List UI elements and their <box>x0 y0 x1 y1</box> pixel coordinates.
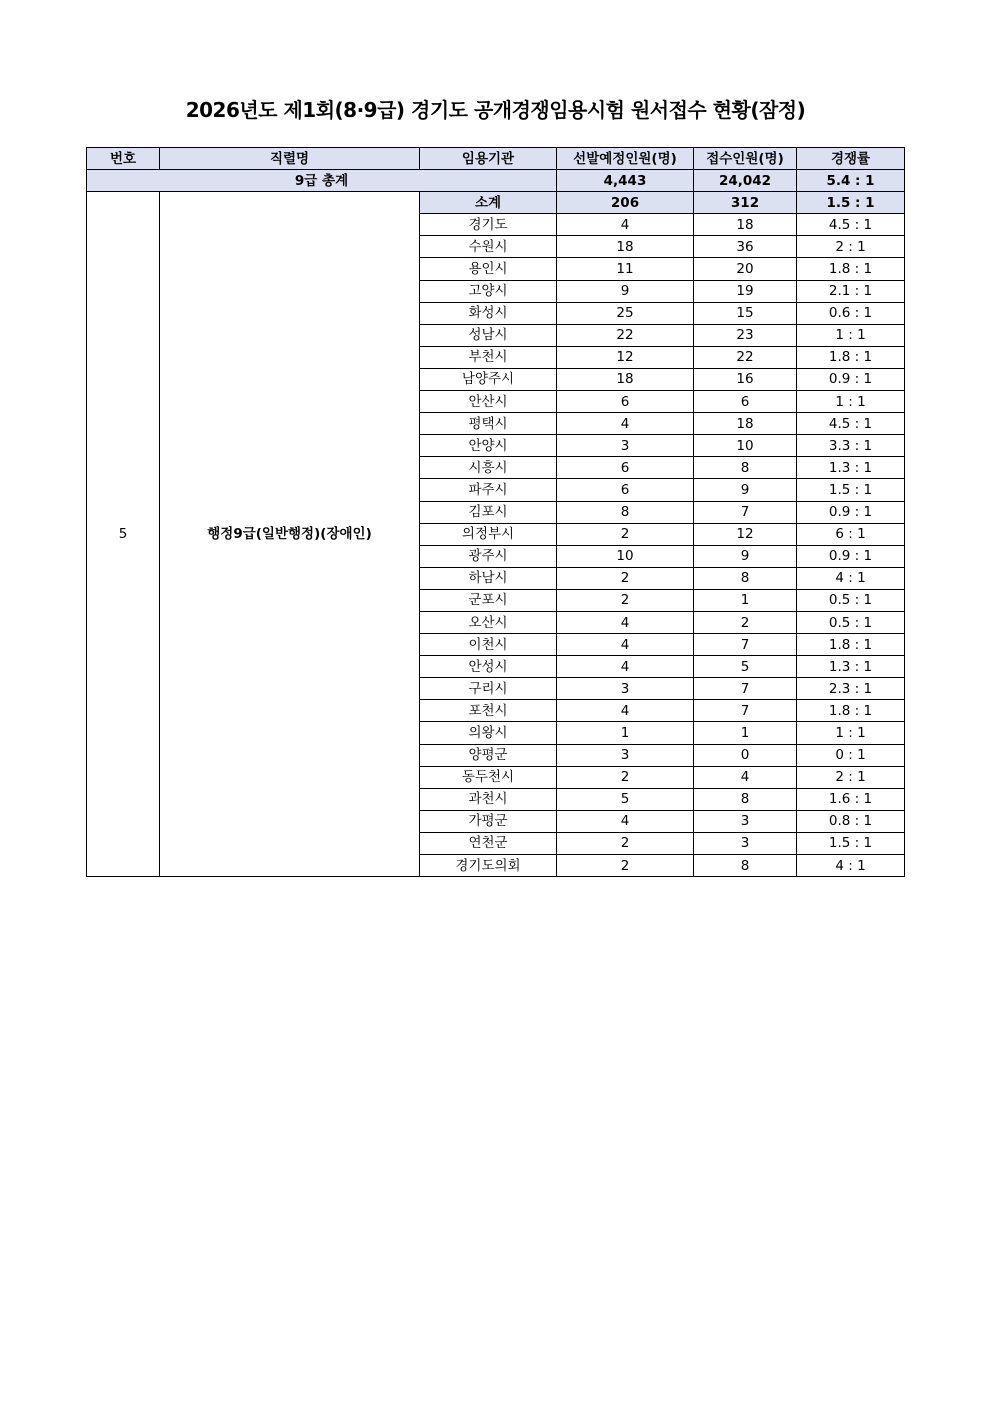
row-ratio: 1 : 1 <box>797 722 905 744</box>
row-applicants: 22 <box>694 346 797 368</box>
row-agency: 경기도의회 <box>420 855 557 877</box>
row-ratio: 1.5 : 1 <box>797 832 905 854</box>
row-ratio: 1.6 : 1 <box>797 788 905 810</box>
row-planned: 25 <box>557 302 694 324</box>
row-applicants: 3 <box>694 832 797 854</box>
grand-total-planned: 4,443 <box>557 170 694 192</box>
row-applicants: 8 <box>694 457 797 479</box>
row-planned: 4 <box>557 634 694 656</box>
row-ratio: 1.5 : 1 <box>797 479 905 501</box>
row-planned: 8 <box>557 501 694 523</box>
grand-total-applicants: 24,042 <box>694 170 797 192</box>
row-ratio: 2.1 : 1 <box>797 280 905 302</box>
row-ratio: 0.6 : 1 <box>797 302 905 324</box>
row-agency: 안성시 <box>420 656 557 678</box>
row-agency: 안산시 <box>420 391 557 413</box>
row-planned: 18 <box>557 236 694 258</box>
row-ratio: 2 : 1 <box>797 236 905 258</box>
row-planned: 6 <box>557 479 694 501</box>
row-agency: 양평군 <box>420 744 557 766</box>
row-applicants: 16 <box>694 368 797 390</box>
table-header-row <box>87 148 905 170</box>
row-ratio: 0 : 1 <box>797 744 905 766</box>
subtotal-row <box>87 192 905 214</box>
row-ratio: 0.8 : 1 <box>797 810 905 832</box>
row-ratio: 1.8 : 1 <box>797 700 905 722</box>
row-ratio: 0.9 : 1 <box>797 545 905 567</box>
row-applicants: 36 <box>694 236 797 258</box>
row-agency: 하남시 <box>420 567 557 589</box>
row-agency: 안양시 <box>420 435 557 457</box>
row-ratio: 1 : 1 <box>797 391 905 413</box>
row-applicants: 15 <box>694 302 797 324</box>
grand-total-ratio: 5.4 : 1 <box>797 170 905 192</box>
row-applicants: 7 <box>694 700 797 722</box>
row-agency: 포천시 <box>420 700 557 722</box>
row-applicants: 4 <box>694 766 797 788</box>
row-agency: 평택시 <box>420 413 557 435</box>
row-agency: 시흥시 <box>420 457 557 479</box>
application-status-table <box>86 147 905 877</box>
row-ratio: 1.3 : 1 <box>797 457 905 479</box>
row-applicants: 9 <box>694 545 797 567</box>
row-applicants: 6 <box>694 391 797 413</box>
row-agency: 용인시 <box>420 258 557 280</box>
row-applicants: 8 <box>694 788 797 810</box>
row-planned: 4 <box>557 700 694 722</box>
header-series: 직렬명 <box>160 148 420 170</box>
row-applicants: 8 <box>694 567 797 589</box>
row-planned: 2 <box>557 567 694 589</box>
row-applicants: 1 <box>694 722 797 744</box>
row-agency: 동두천시 <box>420 766 557 788</box>
row-agency: 경기도 <box>420 214 557 236</box>
row-agency: 남양주시 <box>420 368 557 390</box>
row-agency: 화성시 <box>420 302 557 324</box>
row-ratio: 4 : 1 <box>797 567 905 589</box>
header-applicants: 접수인원(명) <box>694 148 797 170</box>
row-agency: 의정부시 <box>420 523 557 545</box>
row-planned: 12 <box>557 346 694 368</box>
row-agency: 오산시 <box>420 611 557 633</box>
row-applicants: 18 <box>694 413 797 435</box>
row-planned: 3 <box>557 678 694 700</box>
row-planned: 6 <box>557 457 694 479</box>
group-number: 5 <box>87 192 160 877</box>
row-planned: 4 <box>557 810 694 832</box>
row-agency: 의왕시 <box>420 722 557 744</box>
row-agency: 과천시 <box>420 788 557 810</box>
row-planned: 2 <box>557 855 694 877</box>
row-planned: 4 <box>557 413 694 435</box>
row-ratio: 1 : 1 <box>797 324 905 346</box>
row-agency: 김포시 <box>420 501 557 523</box>
row-planned: 2 <box>557 589 694 611</box>
row-applicants: 0 <box>694 744 797 766</box>
row-planned: 4 <box>557 611 694 633</box>
row-planned: 3 <box>557 744 694 766</box>
row-planned: 3 <box>557 435 694 457</box>
grand-total-row <box>87 170 905 192</box>
row-applicants: 12 <box>694 523 797 545</box>
row-ratio: 1.8 : 1 <box>797 634 905 656</box>
row-ratio: 0.5 : 1 <box>797 589 905 611</box>
group-series-name: 행정9급(일반행정)(장애인) <box>160 192 420 877</box>
row-ratio: 3.3 : 1 <box>797 435 905 457</box>
row-ratio: 2 : 1 <box>797 766 905 788</box>
grand-total-label: 9급 총계 <box>87 170 557 192</box>
row-planned: 4 <box>557 214 694 236</box>
row-ratio: 1.3 : 1 <box>797 656 905 678</box>
header-agency: 임용기관 <box>420 148 557 170</box>
row-agency: 성남시 <box>420 324 557 346</box>
row-applicants: 7 <box>694 634 797 656</box>
header-planned: 선발예정인원(명) <box>557 148 694 170</box>
row-ratio: 0.5 : 1 <box>797 611 905 633</box>
row-planned: 2 <box>557 832 694 854</box>
row-agency: 파주시 <box>420 479 557 501</box>
row-applicants: 20 <box>694 258 797 280</box>
row-planned: 22 <box>557 324 694 346</box>
row-agency: 가평군 <box>420 810 557 832</box>
subtotal-planned: 206 <box>557 192 694 214</box>
row-planned: 2 <box>557 766 694 788</box>
row-planned: 18 <box>557 368 694 390</box>
row-applicants: 2 <box>694 611 797 633</box>
row-agency: 이천시 <box>420 634 557 656</box>
row-applicants: 3 <box>694 810 797 832</box>
header-no: 번호 <box>87 148 160 170</box>
subtotal-applicants: 312 <box>694 192 797 214</box>
row-applicants: 7 <box>694 501 797 523</box>
row-applicants: 10 <box>694 435 797 457</box>
row-agency: 구리시 <box>420 678 557 700</box>
row-ratio: 4 : 1 <box>797 855 905 877</box>
row-planned: 1 <box>557 722 694 744</box>
subtotal-ratio: 1.5 : 1 <box>797 192 905 214</box>
row-planned: 2 <box>557 523 694 545</box>
row-agency: 군포시 <box>420 589 557 611</box>
row-planned: 6 <box>557 391 694 413</box>
row-agency: 수원시 <box>420 236 557 258</box>
subtotal-label: 소계 <box>420 192 557 214</box>
row-ratio: 0.9 : 1 <box>797 368 905 390</box>
row-agency: 연천군 <box>420 832 557 854</box>
row-ratio: 0.9 : 1 <box>797 501 905 523</box>
row-applicants: 19 <box>694 280 797 302</box>
row-applicants: 18 <box>694 214 797 236</box>
page-title: 2026년도 제1회(8·9급) 경기도 공개경쟁임용시험 원서접수 현황(잠정) <box>185 98 806 122</box>
row-ratio: 1.8 : 1 <box>797 258 905 280</box>
row-agency: 고양시 <box>420 280 557 302</box>
row-applicants: 1 <box>694 589 797 611</box>
row-ratio: 4.5 : 1 <box>797 214 905 236</box>
row-planned: 9 <box>557 280 694 302</box>
row-ratio: 2.3 : 1 <box>797 678 905 700</box>
row-applicants: 9 <box>694 479 797 501</box>
header-ratio: 경쟁률 <box>797 148 905 170</box>
row-agency: 광주시 <box>420 545 557 567</box>
row-planned: 4 <box>557 656 694 678</box>
row-applicants: 8 <box>694 855 797 877</box>
row-applicants: 23 <box>694 324 797 346</box>
row-applicants: 5 <box>694 656 797 678</box>
row-ratio: 4.5 : 1 <box>797 413 905 435</box>
row-planned: 10 <box>557 545 694 567</box>
row-applicants: 7 <box>694 678 797 700</box>
row-agency: 부천시 <box>420 346 557 368</box>
row-ratio: 6 : 1 <box>797 523 905 545</box>
row-planned: 11 <box>557 258 694 280</box>
row-planned: 5 <box>557 788 694 810</box>
row-ratio: 1.8 : 1 <box>797 346 905 368</box>
